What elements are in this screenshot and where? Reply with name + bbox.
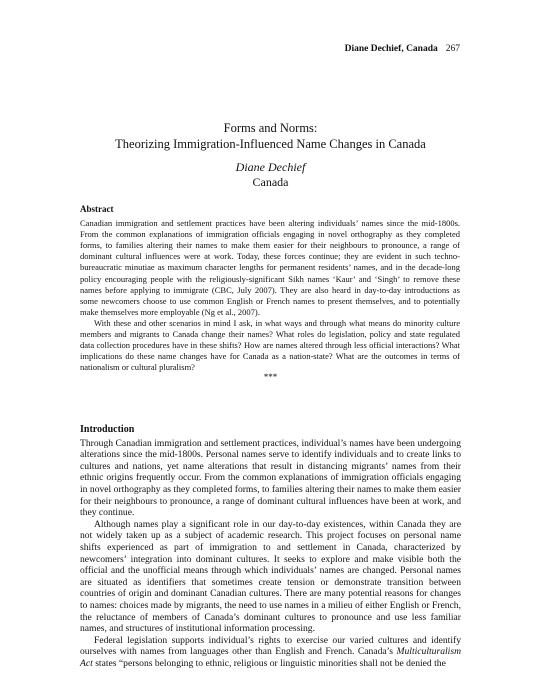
intro-paragraph-3-end: states “persons belonging to ethnic, religious or linguistic minorities shall not be denied the <box>92 657 446 669</box>
title-line-2: Theorizing Immigration-Influenced Name Changes in Canada <box>115 137 426 151</box>
author-country: Canada <box>252 175 289 189</box>
intro-paragraph-2: Although names play a significant role in our day-to-day existences, within Canada they are not widely taken up as a subject of academic research. This project focuses on personal name shifts experienced as part of immigration to and settlement in Canada, characterized by newcomers’ integration into dominant cultures. It seeks to explore and make visible both the official and the unofficial means through which individuals’ names are changed. Personal names are situated as identifiers that sometimes create tension or demonstrate transition between countries of origin and dominant Canadian cultures. There are many potential reasons for changes to names: choices made by migrants, the need to use names in a milieu of either English or French, the reluctance of members of Canada’s dominant cultures to pronounce and use less familiar names, and structures of institutional information processing. <box>80 518 461 635</box>
abstract-paragraph-2: With these and other scenarios in mind I ask, in what ways and through what means do minority culture members and migrants to Canada change their names? What roles do legislation, policy and state regulated data collection procedures have in these shifts? How are names altered through less official interactions? What implications do these name changes have for Canada as a nation-state? What are the outcomes in terms of nationalism or cultural pluralism? <box>80 317 460 373</box>
introduction-section <box>80 424 461 669</box>
intro-paragraph-1: Through Canadian immigration and settlement practices, individual’s names have been undergoing alterations since the mid-1800s. Personal names serve to identify individuals and to create links to cultures and nations, yet name alterations that result in distancing migrants’ names from their ethnic origins frequently occur. From the common explanations of immigration officials engaging in novel orthography as they completed forms, to families altering their names to make them easier for their neighbours to pronounce, a range of dominant cultural influences have been at work, and they continue. <box>80 437 461 519</box>
running-header <box>345 44 460 54</box>
abstract-section <box>80 204 460 373</box>
abstract-heading: Abstract <box>80 204 114 214</box>
title-line-1: Forms and Norms: <box>223 121 318 135</box>
author-name: Diane Dechief <box>235 160 306 174</box>
introduction-heading: Introduction <box>80 424 135 435</box>
header-author: Diane Dechief, Canada <box>344 44 438 54</box>
author-block <box>0 160 541 190</box>
intro-paragraph-3-start: Federal legislation supports individual’s rights to exercise our varied cultures and identify ourselves with names from languages other than English and French. Canada’s <box>80 634 461 658</box>
abstract-paragraph-1: Canadian immigration and settlement practices have been altering individuals’ names since the mid-1800s. From the common explanations of immigration officials engaging in novel orthography as they completed forms, to families altering their names to make them easier for their neighbours to pronounce, a range of dominant cultural influences were at work. Today, these forces continue; they are evident in such techno-bureaucratic minutiae as maximum character lengths for permanent residents’ names, and in the decade-long policy encouraging people with the religiously-significant Sikh names ‘Kaur’ and ‘Singh’ to remove these names before applying to immigrate (CBC, July 2007). They are also heard in day-to-day introductions as some newcomers choose to use common English or French names to present themselves, and to potentially make themselves more employable (Ng et al., 2007). <box>80 218 460 317</box>
page-number: 267 <box>445 44 460 54</box>
paper-title <box>0 120 541 152</box>
intro-paragraph-3 <box>80 635 461 670</box>
act-title: Multiculturalism Act <box>80 646 461 669</box>
section-separator: *** <box>263 372 278 382</box>
